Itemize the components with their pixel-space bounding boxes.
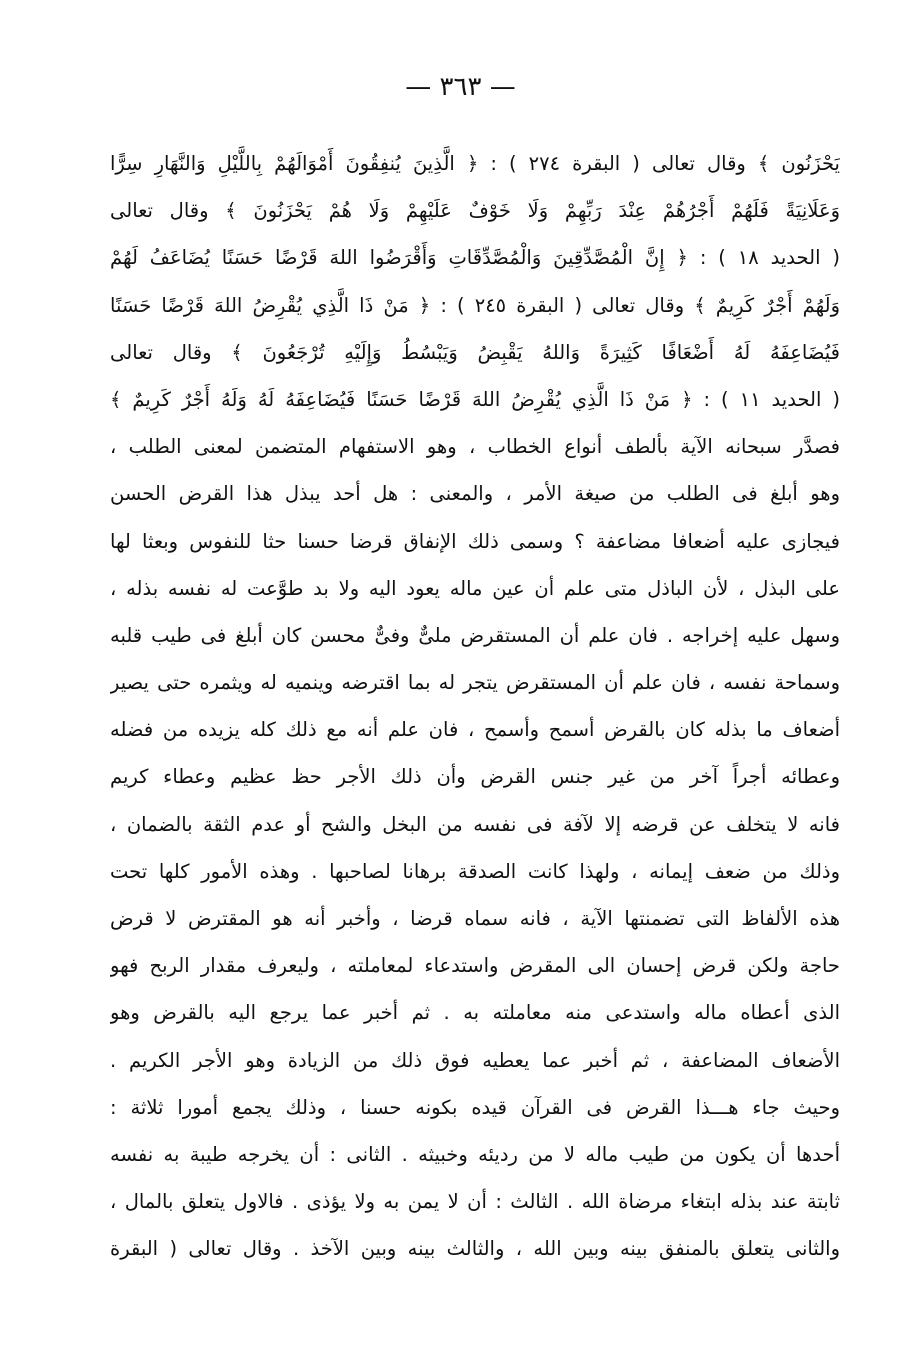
text-line: والثانى يتعلق بالمنفق بينه وبين الله ، والثالث بينه وبين الآخذ . وقال تعالى ( البقرة [110,1237,840,1261]
text-line: وذلك من ضعف إيمانه ، ولهذا كانت الصدقة برهانا لصاحبها . وهذه الأمور كلها تحت [110,859,840,883]
text-line: وحيث جاء هـــذا القرض فى القرآن قيده بكونه حسنا ، وذلك يجمع أمورا ثلاثة : [110,1095,840,1119]
text-line: وسماحة نفسه ، فان علم أن المستقرض يتجر له بما اقترضه وينميه له ويثمره حتى يصير [110,671,840,695]
text-line: ثابتة عند بذله ابتغاء مرضاة الله . الثالث : أن لا يمن به ولا يؤذى . فالاول يتعلق بالمال ، [110,1190,840,1214]
body-text [110,140,840,1273]
text-line: الأضعاف المضاعفة ، ثم أخبر عما يعطيه فوق ذلك من الزيادة وهو الأجر الكريم . [110,1048,840,1072]
page-number: — ٣٦٣ — [405,72,516,102]
text-line: أحدها أن يكون من طيب ماله لا من رديئه وخبيثه . الثانى : أن يخرجه طيبة به نفسه [110,1142,840,1166]
text-line: فصدَّر سبحانه الآية بألطف أنواع الخطاب ، وهو الاستفهام المتضمن لمعنى الطلب ، [110,435,840,459]
text-line: فَيُضَاعِفَهُ لَهُ أَضْعَافًا كَثِيرَةً وَاللهُ يَقْبِضُ وَيَبْسُطُ وَإِلَيْهِ تُرْجَعُونَ ﴾ وقال تعالى [110,340,840,364]
text-line: أضعاف ما بذله كان بالقرض أسمح وأسمح ، فان علم أنه مع ذلك كله يزيده من فضله [110,718,840,742]
text-line: وَعَلَانِيَةً فَلَهُمْ أَجْرُهُمْ عِنْدَ رَبِّهِمْ وَلَا خَوْفٌ عَلَيْهِمْ وَلَا هُمْ يَحْزَنُونَ ﴾ وقال تعالى [110,199,840,223]
text-line: يَحْزَنُون ﴾ وقال تعالى ( البقرة ٢٧٤ ) : ﴿ الَّذِينَ يُنفِقُونَ أَمْوَالَهُمْ بِاللَّيْلِ وَالنَّهَارِ سِرًّا [110,152,840,175]
text-line: وعطائه أجراً آخر من غير جنس القرض وأن ذلك الأجر حظ عظيم وعطاء كريم [110,765,840,789]
text-line: فيجازى عليه أضعافا مضاعفة ؟ وسمى ذلك الإنفاق قرضا حسنا حثا للنفوس وبعثا لها [110,529,840,553]
text-line: ( الحديد ١١ ) : ﴿ مَنْ ذَا الَّذِي يُقْرِضُ اللهَ قَرْضًا حَسَنًا فَيُضَاعِفَهُ لَهُ وَلَهُ أَجْرٌ كَرِيمٌ ﴾ [110,387,840,411]
text-line: هذه الألفاظ التى تضمنتها الآية ، فانه سماه قرضا ، وأخبر أنه هو المقترض لا قرض [110,907,840,930]
text-line: حاجة ولكن قرض إحسان الى المقرض واستدعاء لمعاملته ، وليعرف مقدار الربح فهو [110,954,840,978]
text-line: ( الحديد ١٨ ) : ﴿ إِنَّ الْمُصَّدِّقِينَ وَالْمُصَّدِّقَاتِ وَأَقْرَضُوا اللهَ قَرْضًا حَسَنًا يُضَاعَفُ لَهُمْ [110,246,840,270]
text-line: وسهل عليه إخراجه . فان علم أن المستقرض ملىٌّ وفىٌّ محسن كان أبلغ فى طيب قلبه [110,623,840,647]
text-line: وهو أبلغ فى الطلب من صيغة الأمر ، والمعنى : هل أحد يبذل هذا القرض الحسن [110,482,840,506]
text-line: الذى أعطاه ماله واستدعى منه معاملته به . ثم أخبر عما يرجع اليه بالقرض وهو [110,1001,840,1025]
text-line: وَلَهُمْ أَجْرٌ كَرِيمٌ ﴾ وقال تعالى ( البقرة ٢٤٥ ) : ﴿ مَنْ ذَا الَّذِي يُقْرِضُ اللهَ قَرْضًا حَسَنًا [110,293,840,317]
text-line: فانه لا يتخلف عن قرضه إلا لآفة فى نفسه من البخل والشح أو عدم الثقة بالضمان ، [110,812,840,836]
text-line: على البذل ، لأن الباذل متى علم أن عين ماله يعود اليه ولا بد طوَّعت له نفسه بذله ، [110,576,840,600]
